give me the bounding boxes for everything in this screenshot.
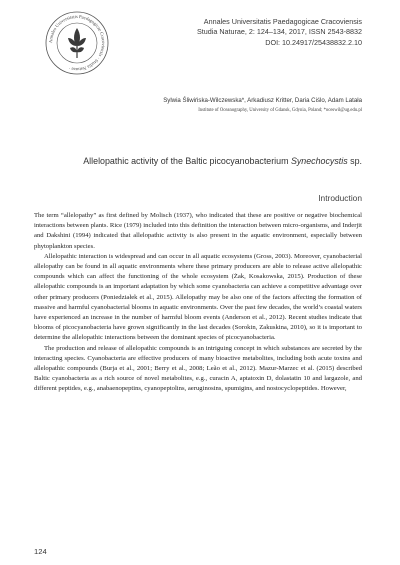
- doi[interactable]: DOI: 10.24917/25438832.2.10: [265, 37, 362, 47]
- author-affiliation: Institute of Oceanography, University of Gdansk, Gdynia, Poland; *oceswil@ug.edu.pl: [198, 108, 362, 113]
- title-species: Synechocystis: [290, 156, 348, 166]
- paragraph: The production and release of allelopathic compounds is an intriguing concept in which substances are secreted by the interacting species. Cyanobacteria are effective producers of many bioactive metabolites, including both acute toxins and allelopathic compounds (Burja et al., 2001; Berry et al., 2008; Leão et al., 2012). Mazur-Marzec et al. (2015) described Baltic cyanobacteria as a rich source of novel metabolites, e.g., curacin A, aptatoxin D, dolastatin 10 and largazole, and different peptides, e.g., anabaenopeptins, cyanopeptolins, aeruginosins, spumigins, and nostocyclopeptides. However,: [34, 344, 362, 393]
- journal-issue: Studia Naturae, 2: 124–134, 2017, ISSN 2543-8832: [196, 27, 362, 37]
- title-suffix: sp.: [347, 156, 362, 166]
- title-prefix: Allelopathic activity of the Baltic picocyanobacterium: [83, 156, 291, 166]
- journal-name: Annales Universitatis Paedagogicae Cracoviensis: [203, 17, 362, 26]
- journal-logo-seal: [44, 10, 110, 76]
- seal-graphic: [44, 10, 110, 76]
- article-body: [34, 211, 362, 395]
- author-list: Sylwia Śliwińska-Wilczewska*, Arkadiusz Kritter, Daria Ciślo, Adam Latała: [163, 97, 362, 104]
- section-heading: Introduction: [318, 193, 362, 203]
- paragraph: Allelopathic interaction is widespread and can occur in all aquatic ecosystems (Gross, 2003). Moreover, cyanobacterial allelopathy can be found in all aquatic environments where these primary producers are able to release active allelopathic compounds which can affect the functioning of the whole ecosystem (Żak, Kosakowska, 2015). Production of these allelopathic compounds is an important adaptation by which some cyanobacteria can achieve a competitive advantage over other primary producers (Poniedziałek et al., 2015). Allelopathy may be also one of the factors affecting the formation of massive and harmful cyanobacterial blooms in aquatic environments. Over the past few decades, the world’s coastal waters have experienced an increase in the number of harmful bloom events (Anderson et al., 2012). Recent studies indicate that blooms of picocyanobacteria have grown significantly in the last decades (Sorokin, Zakuskina, 2010), so it is important to determine the allelopathic interactions between the dominant species of picocyanobacteria.: [34, 252, 362, 342]
- article-title: [0, 156, 362, 166]
- journal-header: [197, 17, 362, 48]
- paragraph: The term “allelopathy” as first defined by Molisch (1937), who indicated that these are positive or negative biochemical interactions between plants. Rice (1979) included into this definition the interaction between micro-organisms, and Inderjit and Dakshini (1994) indicated that allelopathic activity is also present in the aquatic environment, especially between phytoplankton species.: [34, 212, 362, 250]
- seal-ring-text: Annales Universitatis Paedagogicae Cracoviensis · Studia Naturae ·: [47, 13, 107, 73]
- page-number: 124: [34, 547, 47, 556]
